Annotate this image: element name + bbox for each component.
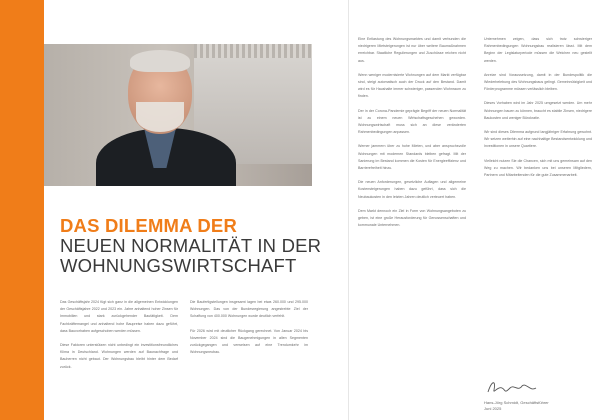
text-column-3 [358,36,466,404]
paragraph: Wenn weniger modernisierte Wohnungen auf dem Markt verfügbar sind, steigt automatisch auch der Druck auf den Bestand. Damit wird es für Haushalte immer schwieriger, passenden Wohnraum zu finden. [358,72,466,99]
text-column-4 [484,36,592,381]
paragraph: Die neuen Anforderungen, gesetzliche Auflagen und allgemeine Kostensteigerungen haben dazu geführt, dass sich die Neubaukosten in den letzten Jahren deutlich verteuert haben. [358,180,466,199]
signature-name: Hans-Jörg Schmidt, Geschäftsführer [484,400,549,405]
paragraph: Das Geschäftsjahr 2024 fügt sich ganz in die allgemeinen Entwicklungen der Geschäftsjahre 2022 und 2023 ein. Jahre anhaltend hoher Zinsen für Immobilien und stark zurückgehender Bautätigkeit. Dem Fachkräftemangel und anhaltend hohe Baupreise haben dazu geführt, dass Bauvorhaben aufgeschoben werden müssen. [60,300,178,333]
portrait-photo [44,44,312,186]
headline [60,216,350,276]
paragraph: Für 2026 wird mit deutlicher Rückgang gerechnet. Von Januar 2024 bis November 2024 sind die Baugenehmigungen in allen Segmenten zurückgegangen und verweisen auf eine Trendumkehr im Wohnungsneubau. [190,328,308,355]
paragraph: Dieses Vorhaben wird im Jahr 2025 umgesetzt werden. Um mehr Wohnungen bauen zu können, braucht es stabile Zinsen, niedrigere Baukosten und weniger Bürokratie. [484,101,592,120]
signature-date: Juni 2025 [484,406,502,411]
orange-accent-bar [0,0,44,420]
signature-caption [484,400,549,412]
paragraph: Wir sind dieses Dilemma aufgrund langjähriger Erfahrung gewohnt. Wir setzen weiterhin auf eine nachhaltige Bestandsentwicklung und Investitionen in unsere Quartiere. [484,130,592,149]
paragraph: Vielleicht nutzen Sie die Chancen, sich mit uns gemeinsam auf den Weg zu machen. Wir bedanken uns bei unseren Mitgliedern, Partnern und Mitarbeitenden für die gute Zusammenarbeit. [484,158,592,178]
paragraph: Anreize sind Voraussetzung, damit in der Bundespolitik die Wiederbelebung des Wohnungsbaus gelingt. Gemeinnützigkeit und Förderprogramme müssen verlässlich bleiben. [484,72,592,92]
handwritten-signature [484,376,584,398]
headline-line-2: NEUEN NORMALITÄT IN DER [60,235,322,256]
paragraph: Unternehmen zeigen, dass sich trotz schwieriger Rahmenbedingungen Wohnungsbau realisieren lässt. Mit dem Beginn der Legislaturperiode müssen die Weichen neu gestellt werden. [484,37,592,63]
paragraph: Diese Faktoren unterstützen nicht unbedingt ein investitionsfreundliches Klima in Deutschland. Wohnungen werden auf Baunachfrage und Bauherren nicht gebaut. Der Wohnungsbau bleibt hinter dem Bedarf zurück. [60,343,178,369]
paragraph: Der in der Corona-Pandemie geprägte Begriff der neuen Normalität ist zu einem neuen Wirtschaftsgeschehen geworden. Wohnungswirtschaft muss sich an diese veränderten Rahmenbedingungen anpassen. [358,108,466,135]
headline-line-1: DAS DILEMMA DER [60,215,238,236]
paragraph: Werner jammern über zu hohe Mieten, und aber anspruchsvolle Wohnungen mit modernen Standards bleiben gefragt. Mit der Sanierung im Bestand kommen die Kosten für Energieeffizienz und Barrierefreiheit hinzu. [358,144,466,171]
text-column-2 [190,299,308,417]
paragraph: Eine Entlastung des Wohnungsmarktes und damit verbunden die niedrigeren Mietsteigerungen ist nur über weitere Baumaßnahmen erreichbar. Staatliche Regulierungen und Zuschüsse reichen nicht aus. [358,37,466,63]
page-divider [348,0,349,420]
paragraph: Die Baufertigstellungen insgesamt lagen bei etwa 260.000 und 295.000 Wohnungen. Das von der Bundesregierung angestrebte Ziel der Schaffung von 400.000 Wohnungen wurde deutlich verfehlt. [190,300,308,319]
text-column-1 [60,299,178,417]
headline-line-3: WOHNUNGSWIRTSCHAFT [60,255,297,276]
paragraph: Dem Markt dennoch ein Ziel in Form von Wohnungsangeboten zu geben, ist eine große Herausforderung für Genossenschaften und kommunale Unternehmen. [358,208,466,228]
